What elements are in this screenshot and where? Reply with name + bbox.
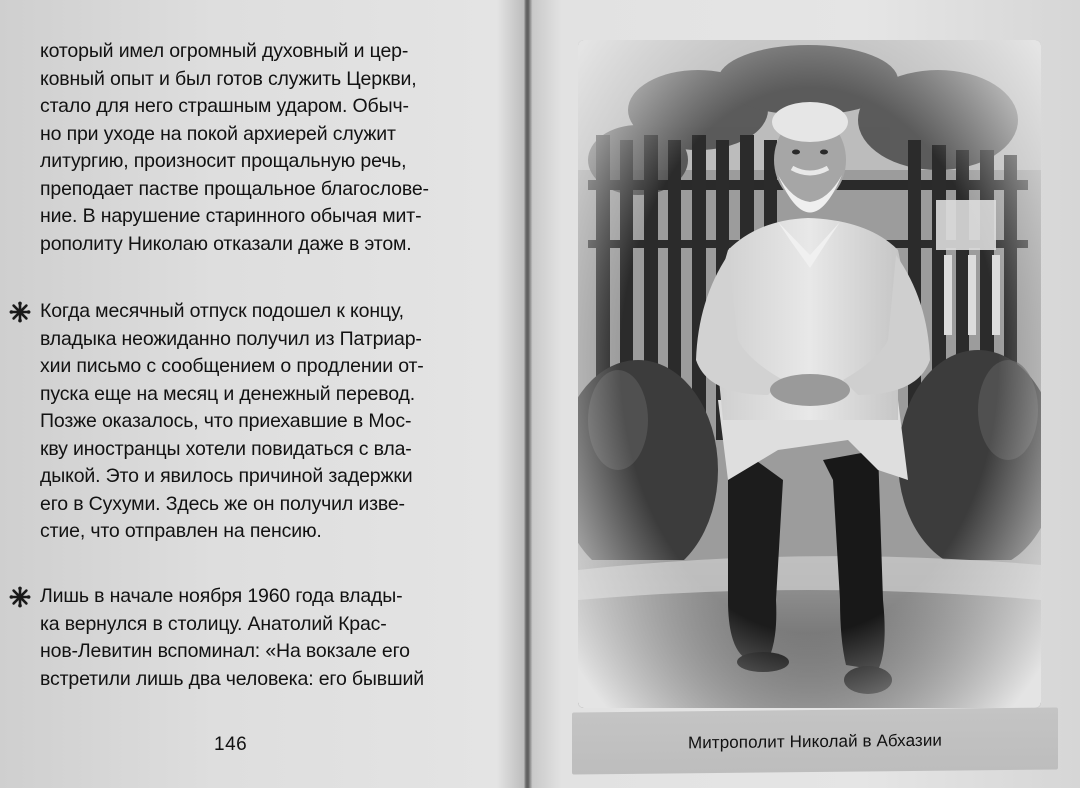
paragraph-line: который имел огромный духовный и цер- <box>40 40 409 62</box>
paragraph-line: Когда месячный отпуск подошел к концу, <box>40 300 404 322</box>
right-page <box>530 0 1080 788</box>
portrait-photo <box>578 40 1041 708</box>
paragraph-line: пуска еще на месяц и денежный перевод. <box>40 382 415 405</box>
paragraph-line: кву иностранцы хотели повидаться с вла- <box>40 437 412 460</box>
paragraph-line: литургию, произносит прощальную речь, <box>40 150 407 172</box>
photo-caption: Митрополит Николай в Абхазии <box>687 730 943 753</box>
paragraph-line: хии письмо с сообщением о продлении от- <box>40 355 424 377</box>
caption-band <box>572 707 1058 774</box>
paragraph-line: стало для него страшным ударом. Обыч- <box>40 95 409 117</box>
paragraph-line: Лишь в начале ноября 1960 года влады- <box>40 585 403 607</box>
snowflake-ornament-icon <box>9 586 31 608</box>
left-page <box>0 0 524 788</box>
paragraph-line: ка вернулся в столицу. Анатолий Крас- <box>40 612 387 635</box>
paragraph-line: стие, что отправлен на пенсию. <box>40 520 322 542</box>
paragraph-line: его в Сухуми. Здесь же он получил изве- <box>40 492 405 515</box>
page-number: 146 <box>214 734 248 755</box>
paragraph-line: дыкой. Это и явилось причиной задержки <box>40 465 413 487</box>
paragraph-2 <box>40 298 472 546</box>
paragraph-line: но при уходе на покой архиерей служит <box>40 122 396 145</box>
paragraph-line: рополиту Николаю отказали даже в этом. <box>40 232 412 255</box>
snowflake-ornament-icon <box>9 301 31 323</box>
paragraph-line: Позже оказалось, что приехавшие в Мос- <box>40 410 412 432</box>
paragraph-line: нов-Левитин вспоминал: «На вокзале его <box>40 640 410 662</box>
paragraph-3 <box>40 583 472 693</box>
paragraph-line: преподает пастве прощальное благослове- <box>40 177 429 200</box>
paragraph-line: встретили лишь два человека: его бывший <box>40 667 424 690</box>
paragraph-line: ковный опыт и был готов служить Церкви, <box>40 67 417 90</box>
paragraph-line: владыка неожиданно получил из Патриар- <box>40 327 422 350</box>
paragraph-1 <box>40 38 472 258</box>
photo-illustration <box>578 40 1041 708</box>
paragraph-line: ние. В нарушение старинного обычая мит- <box>40 205 422 227</box>
